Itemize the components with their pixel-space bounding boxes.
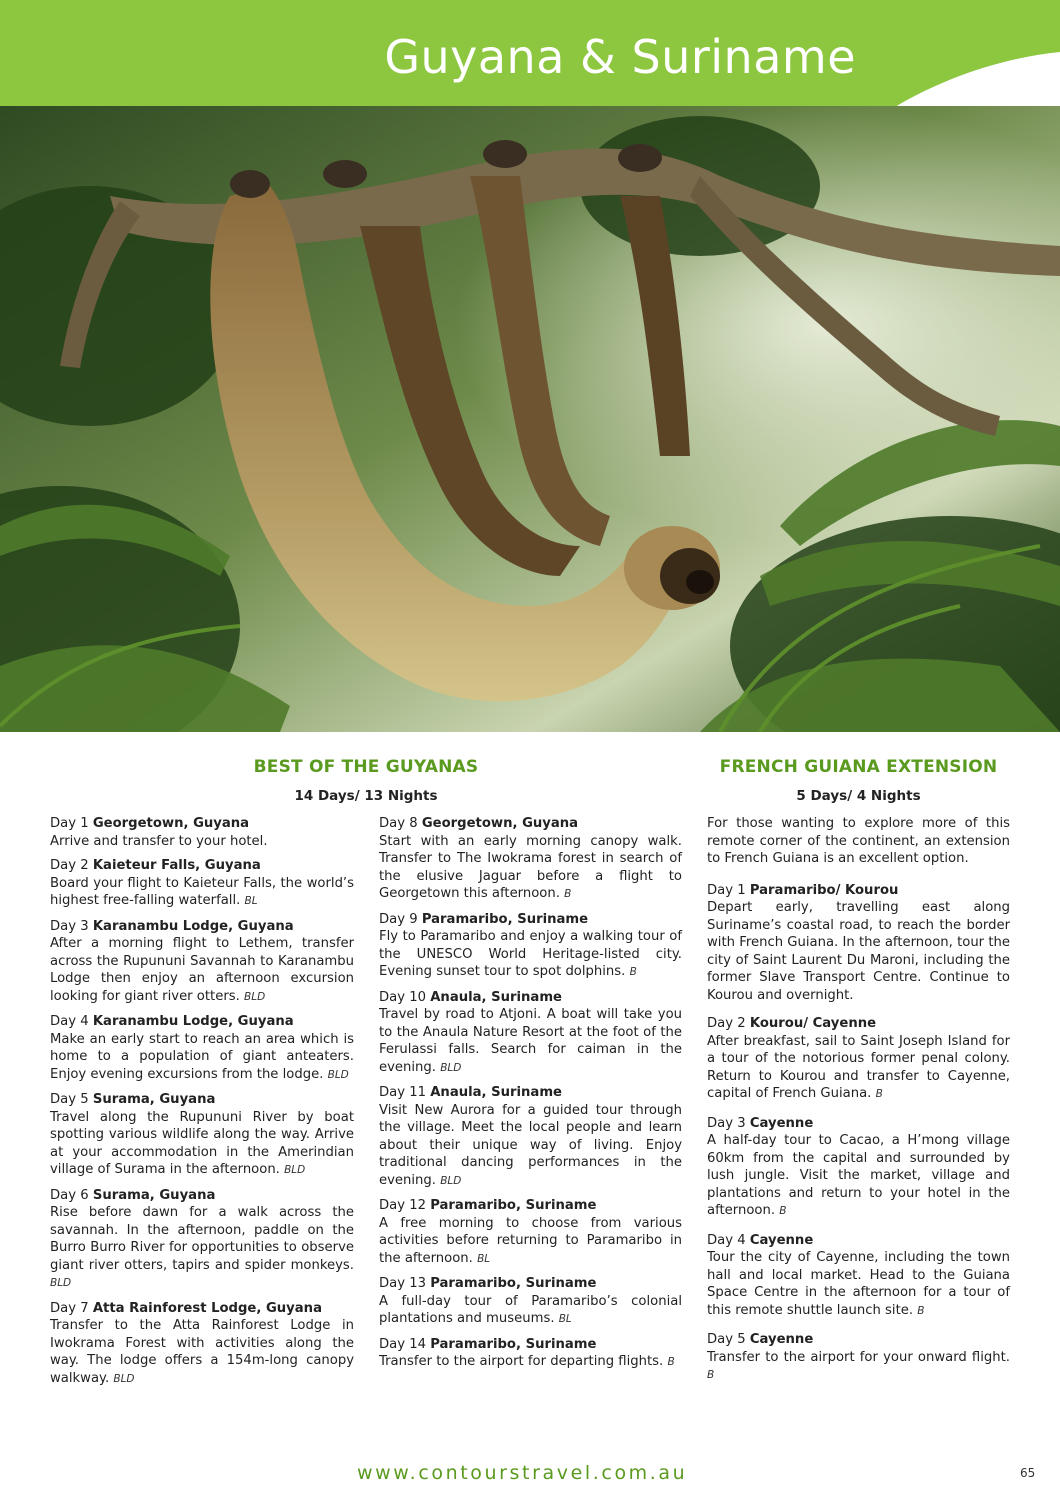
page-number: 65 [1020,1466,1036,1480]
page-header [0,0,1060,107]
meals-code: B [917,1304,925,1317]
itinerary-day: Day 5 Cayenne Transfer to the airport for your onward flight. B [707,1332,1010,1381]
itinerary-day: Day 1 Paramaribo/ Kourou Depart early, travelling east along Suriname’s coastal road, to reach the border with French Guiana. In the afternoon, tour the city of Saint Laurent Du Maroni, including the former Slave Transport Centre. Continue to Kourou and overnight. [707,882,1010,1003]
meals-code: BLD [440,1061,462,1074]
itinerary-day: Day 8 Georgetown, Guyana Start with an early morning canopy walk. Transfer to The Iwokrama forest in search of the elusive Jaguar before a flight to Georgetown this afternoon. B [379,816,682,901]
meals-code: B [629,966,637,978]
itinerary-day: Day 2 Kaieteur Falls, Guyana Board your flight to Kaieteur Falls, the world’s highest free-falling waterfall. BL [50,858,354,908]
meals-code: BLD [244,990,266,1003]
website-url[interactable]: www.contourstravel.com.au [357,1462,688,1484]
itinerary-day: Day 2 Kourou/ Cayenne After breakfast, sail to Saint Joseph Island for a tour of the notorious former penal colony. Return to Kourou and transfer to Cayenne, capital of French Guiana. B [707,1016,1010,1101]
meals-code: B [564,888,572,900]
meals-code: BL [558,1313,572,1325]
best-of-guyanas-duration: 14 Days/ 13 Nights [294,788,438,804]
meals-code: BLD [327,1068,349,1081]
best-of-guyanas-title: BEST OF THE GUYANAS [253,757,479,777]
itinerary-day: Day 9 Paramaribo, Suriname Fly to Paramaribo and enjoy a walking tour of the UNESCO World Heritage-listed city. Evening sunset tour to spot dolphins. B [379,911,682,979]
itinerary-column-3 [707,815,1010,1396]
meals-code: BLD [284,1164,306,1176]
meals-code: B [707,1369,715,1381]
itinerary-day: Day 3 Karanambu Lodge, Guyana After a morning flight to Lethem, transfer across the Rupununi Savannah to Karanambu Lodge then enjoy an afternoon excursion looking for giant river otters. BLD [50,918,354,1004]
meals-code: BL [244,895,258,907]
itinerary-day: Day 4 Karanambu Lodge, Guyana Make an early start to reach an area which is home to a population of giant anteaters. Enjoy evening excursions from the lodge. BLD [50,1014,354,1082]
itinerary-day: Day 12 Paramaribo, Suriname A free morning to choose from various activities before returning to Paramaribo in the afternoon. BL [379,1198,682,1266]
meals-code: BLD [50,1277,72,1289]
itinerary-day: Day 14 Paramaribo, Suriname Transfer to the airport for departing flights. B [379,1336,675,1369]
french-guiana-duration: 5 Days/ 4 Nights [796,788,921,804]
itinerary-day: Day 7 Atta Rainforest Lodge, Guyana Transfer to the Atta Rainforest Lodge in Iwokrama Forest with activities along the way. The lodge offers a 154m-long canopy walkway. BLD [50,1300,354,1386]
meals-code: B [667,1356,675,1368]
itinerary-day: Day 1 Georgetown, Guyana Arrive and transfer to your hotel. [50,816,268,849]
french-guiana-title: FRENCH GUIANA EXTENSION [719,757,998,777]
meals-code: BL [477,1252,491,1265]
meals-code: BLD [113,1372,135,1385]
itinerary-column-2 [379,815,682,1379]
meals-code: B [875,1088,883,1100]
itinerary-day: Day 5 Surama, Guyana Travel along the Rupununi River by boat spotting various wildlife along the way. Arrive at your accommodation in the Amerindian village of Surama in the afternoon. BLD [50,1092,354,1177]
itinerary-day: Day 6 Surama, Guyana Rise before dawn for a walk across the savannah. In the afternoon, paddle on the Burro Burro River for opportunities to observe giant river otters, tapirs and spider monkeys. BLD [50,1187,354,1289]
meals-code: BLD [440,1174,462,1187]
itinerary-day: Day 11 Anaula, Suriname Visit New Aurora for a guided tour through the village. Meet the local people and learn about their unique way of living. Enjoy traditional dancing performances in the evening. BLD [379,1085,682,1188]
meals-code: B [779,1205,787,1217]
itinerary-day: Day 4 Cayenne Tour the city of Cayenne, including the town hall and local market. Head to the Guiana Space Centre in the afternoon for a tour of this remote shuttle launch site. B [707,1232,1010,1318]
extension-intro: For those wanting to explore more of this remote corner of the continent, an extension to French Guiana is an excellent option. [707,816,1010,866]
itinerary-column-1 [50,815,354,1395]
sloth-photo [0,106,1060,732]
itinerary-day: Day 10 Anaula, Suriname Travel by road to Atjoni. A boat will take you to the Anaula Nature Resort at the foot of the Ferulassi falls. Search for caiman in the evening. BLD [379,989,682,1075]
itinerary-day: Day 3 Cayenne A half-day tour to Cacao, a H’mong village 60km from the capital and surrounded by lush jungle. Visit the market, village and plantations and return to your hotel in the afternoon. B [707,1115,1010,1218]
sloth-image [0,106,1060,732]
itinerary-day: Day 13 Paramaribo, Suriname A full-day tour of Paramaribo’s colonial plantations and museums. BL [379,1276,682,1326]
page-title: Guyana & Suriname [384,30,856,84]
